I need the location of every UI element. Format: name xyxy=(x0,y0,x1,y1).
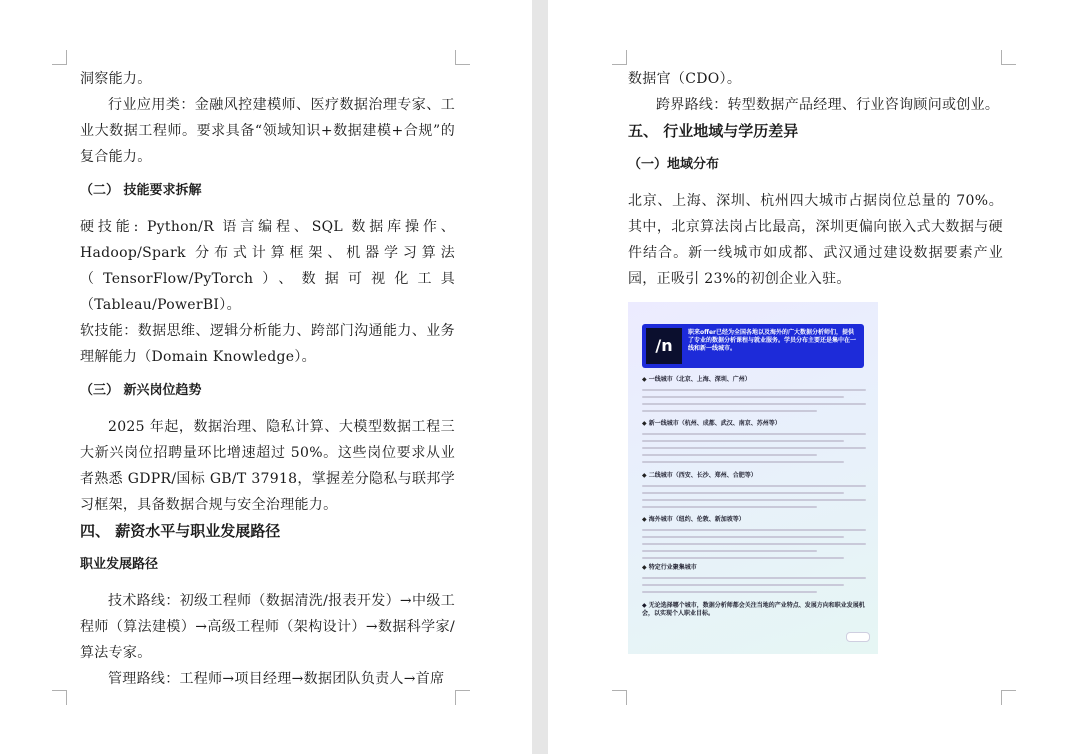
margin-mark-bottom-right xyxy=(455,690,470,705)
margin-mark-top-left xyxy=(612,50,627,65)
margin-mark-top-left xyxy=(52,50,67,65)
page-content-left xyxy=(80,66,455,692)
poster-section-tier2: ◆ 二线城市（西安、长沙、郑州、合肥等） xyxy=(642,472,866,508)
heading-distribution: （一）地域分布 xyxy=(628,157,720,172)
poster-logo: /n xyxy=(646,328,682,364)
margin-mark-top-right xyxy=(1001,50,1016,65)
document-page-left xyxy=(0,0,532,754)
paragraph-soft-skills: 软技能：数据思维、逻辑分析能力、跨部门沟通能力、业务理解能力（Domain Knowledge）。 xyxy=(80,323,455,365)
heading-salary: 四、 薪资水平与职业发展路径 xyxy=(80,522,281,540)
paragraph-cdo: 数据官（CDO）。 xyxy=(628,71,742,87)
poster-section-new-tier1: ◆ 新一线城市（杭州、成都、武汉、南京、苏州等） xyxy=(642,420,866,463)
poster-section-overseas: ◆ 海外城市（纽约、伦敦、新加坡等） xyxy=(642,516,866,559)
embedded-poster-image xyxy=(628,302,878,654)
poster-section-industry: ◆ 特定行业聚集城市 xyxy=(642,564,866,593)
poster-footer-text: ◆ 无论选择哪个城市，数据分析师都会关注当地的产业特点、发展方向和职业发展机会，以实现个人职业目标。 xyxy=(642,602,866,618)
paragraph-trends: 2025 年起，数据治理、隐私计算、大模型数据工程三大新兴岗位招聘量环比增速超过 50%。这些岗位要求从业者熟悉 GDPR/国标 GB/T 37918，掌握差分隐私与联邦学习框架，具备数据合规与安全治理能力。 xyxy=(80,419,455,513)
paragraph-distribution: 北京、上海、深圳、杭州四大城市占据岗位总量的 70%。其中，北京算法岗占比最高，深圳更偏向嵌入式大数据与硬件结合。新一线城市如成都、武汉通过建设数据要素产业园，正吸引 23%的初创企业入驻。 xyxy=(628,193,1003,287)
margin-mark-bottom-right xyxy=(1001,690,1016,705)
poster-badge xyxy=(846,632,870,642)
poster-section-tier1: ◆ 一线城市（北京、上海、深圳、广州） xyxy=(642,376,866,412)
heading-career-path: 职业发展路径 xyxy=(80,557,159,572)
heading-trends: （三） 新兴岗位趋势 xyxy=(80,383,202,398)
paragraph-insight: 洞察能力。 xyxy=(80,71,152,87)
poster-header xyxy=(642,324,864,368)
paragraph-industry-roles: 行业应用类：金融风控建模师、医疗数据治理专家、工业大数据工程师。要求具备“领域知识+数据建模+合规”的复合能力。 xyxy=(80,97,455,165)
paragraph-tech-route: 技术路线：初级工程师（数据清洗/报表开发）→中级工程师（算法建模）→高级工程师（架构设计）→数据科学家/算法专家。 xyxy=(80,593,455,661)
document-page-right xyxy=(548,0,1080,754)
paragraph-cross-route: 跨界路线：转型数据产品经理、行业咨询顾问或创业。 xyxy=(656,97,1000,113)
heading-skills: （二） 技能要求拆解 xyxy=(80,183,202,198)
heading-region: 五、 行业地域与学历差异 xyxy=(628,122,799,140)
page-content-right xyxy=(628,66,1003,654)
margin-mark-top-right xyxy=(455,50,470,65)
margin-mark-bottom-left xyxy=(52,690,67,705)
paragraph-hard-skills: 硬技能: Python/R 语言编程、SQL 数据库操作、Hadoop/Spark 分布式计算框架、机器学习算法（TensorFlow/PyTorch）、数据可视化工具（Tableau/PowerBI）。 xyxy=(80,219,455,313)
poster-header-text: 职来offer已经为全国各地以及海外的广大数据分析师们，提供了专业的数据分析课程与就业服务。学员分布主要还是集中在一线和新一线城市。 xyxy=(688,329,857,352)
margin-mark-bottom-left xyxy=(612,690,627,705)
paragraph-mgmt-route: 管理路线：工程师→项目经理→数据团队负责人→首席 xyxy=(108,671,445,687)
